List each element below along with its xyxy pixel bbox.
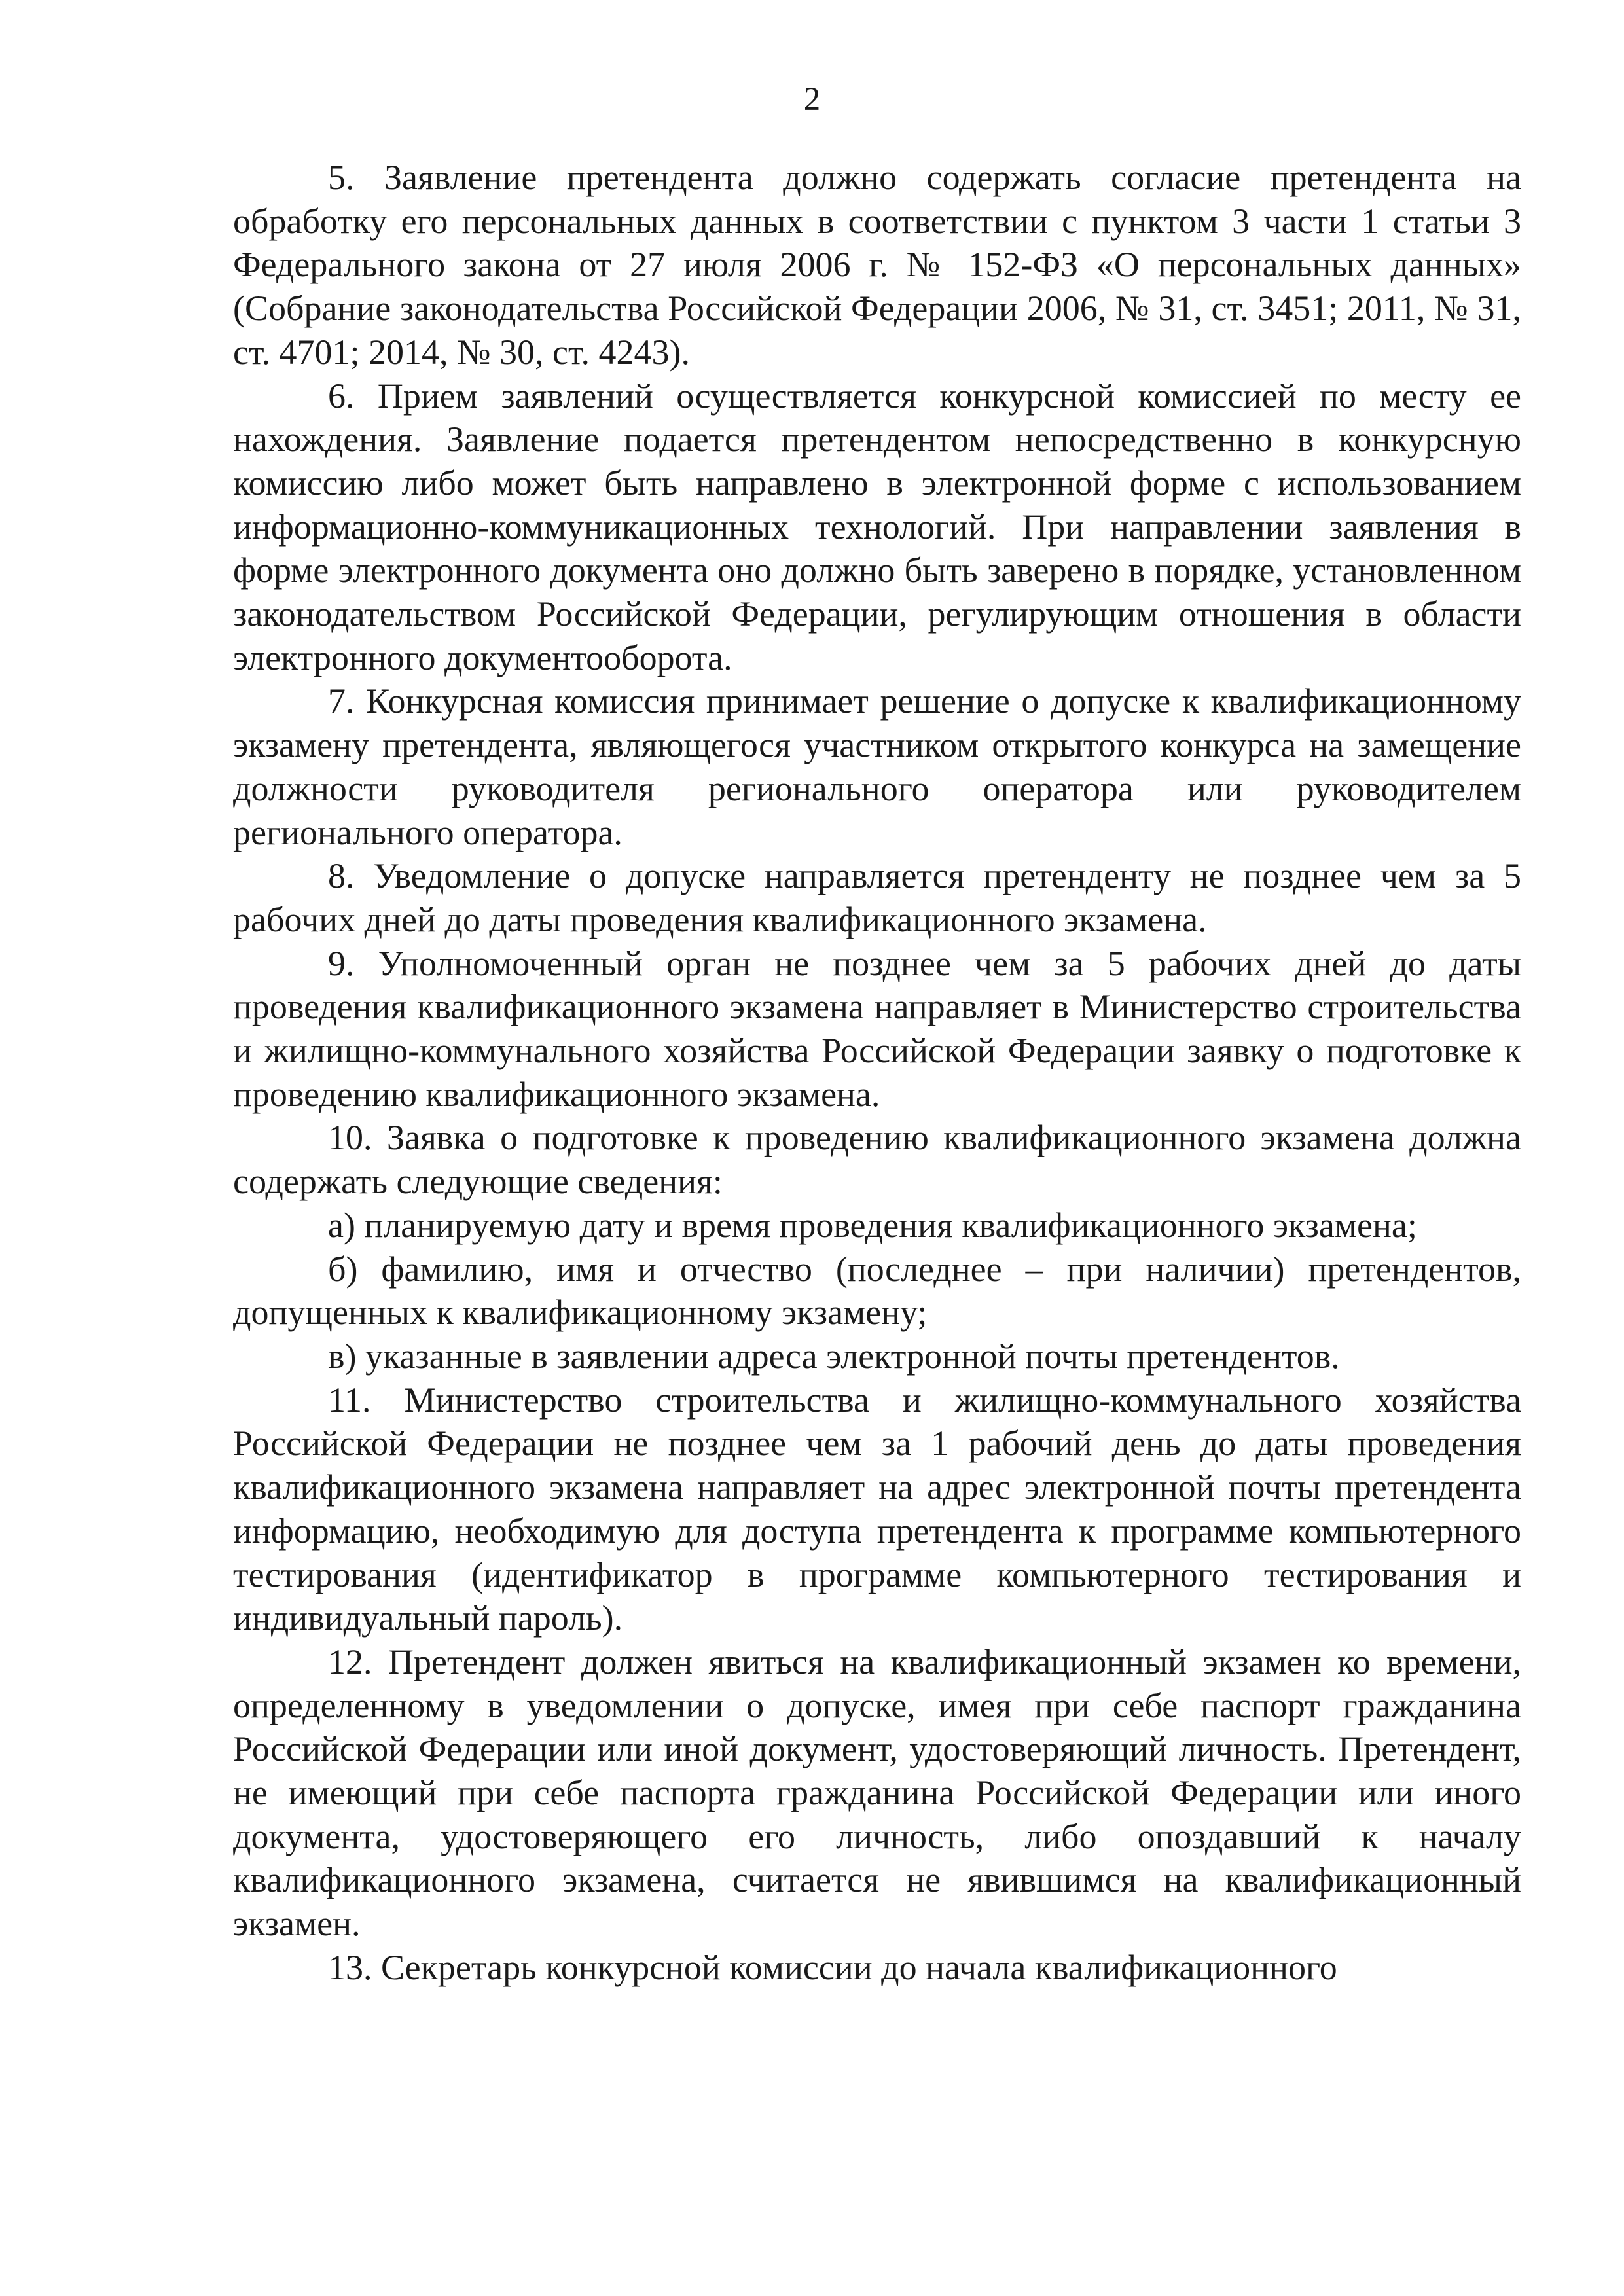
paragraph-8: 8. Уведомление о допуске направляется претенденту не позднее чем за 5 рабочих дней до даты проведения квалификационного экзамена. [233,856,1521,939]
paragraph-10-b: б) фамилию, имя и отчество (последнее – при наличии) претендентов, допущенных к квалификационному экзамену; [233,1249,1521,1333]
paragraph-12: 12. Претендент должен явиться на квалификационный экзамен ко времени, определенному в уведомлении о допуске, имея при себе паспорт гражданина Российской Федерации или иной документ, удостоверяющий личность. Претендент, не имеющий при себе паспорта гражданина Российской Федерации или иного документа, удостоверяющего его личность, либо опоздавший к началу квалификационного экзамена, считается не явившимся на квалификационный экзамен. [233,1641,1521,1944]
paragraph-7: 7. Конкурсная комиссия принимает решение о допуске к квалификационному экзамену претендента, являющегося участником открытого конкурса на замещение должности руководителя регионального оператора или руководителем регионального оператора. [233,681,1521,852]
paragraph-10: 10. Заявка о подготовке к проведению квалификационного экзамена должна содержать следующие сведения: [233,1118,1521,1202]
page-number: 2 [803,81,821,118]
paragraph-9: 9. Уполномоченный орган не позднее чем за 5 рабочих дней до даты проведения квалификационного экзамена направляет в Министерство строительства и жилищно-коммунального хозяйства Российской Федерации заявку о подготовке к проведению квалификационного экзамена. [233,943,1521,1114]
paragraph-6: 6. Прием заявлений осуществляется конкурсной комиссией по месту ее нахождения. Заявление подается претендентом непосредственно в конкурсную комиссию либо может быть направлено в электронной форме с использованием информационно-коммуникационных технологий. При направлении заявления в форме электронного документа оно должно быть заверено в порядке, установленном законодательством Российской Федерации, регулирующим отношения в области электронного документооборота. [233,376,1521,677]
paragraph-5: 5. Заявление претендента должно содержать согласие претендента на обработку его персональных данных в соответствии с пунктом 3 части 1 статьи 3 Федерального закона от 27 июля 2006 г. № 152-ФЗ «О персональных данных» (Собрание законодательства Российской Федерации 2006, № 31, ст. 3451; 2011, № 31, ст. 4701; 2014, № 30, ст. 4243). [233,158,1521,372]
paragraph-10-a: а) планируемую дату и время проведения квалификационного экзамена; [328,1205,1417,1245]
paragraph-13: 13. Секретарь конкурсной комиссии до начала квалификационного [328,1947,1337,1987]
paragraph-10-c: в) указанные в заявлении адреса электронной почты претендентов. [328,1336,1340,1376]
paragraph-11: 11. Министерство строительства и жилищно-коммунального хозяйства Российской Федерации не позднее чем за 1 рабочий день до даты проведения квалификационного экзамена направляет на адрес электронной почты претендента информацию, необходимую для доступа претендента к программе компьютерного тестирования (идентификатор в программе компьютерного тестирования и индивидуальный пароль). [233,1380,1521,1638]
document-body [233,156,1521,1990]
